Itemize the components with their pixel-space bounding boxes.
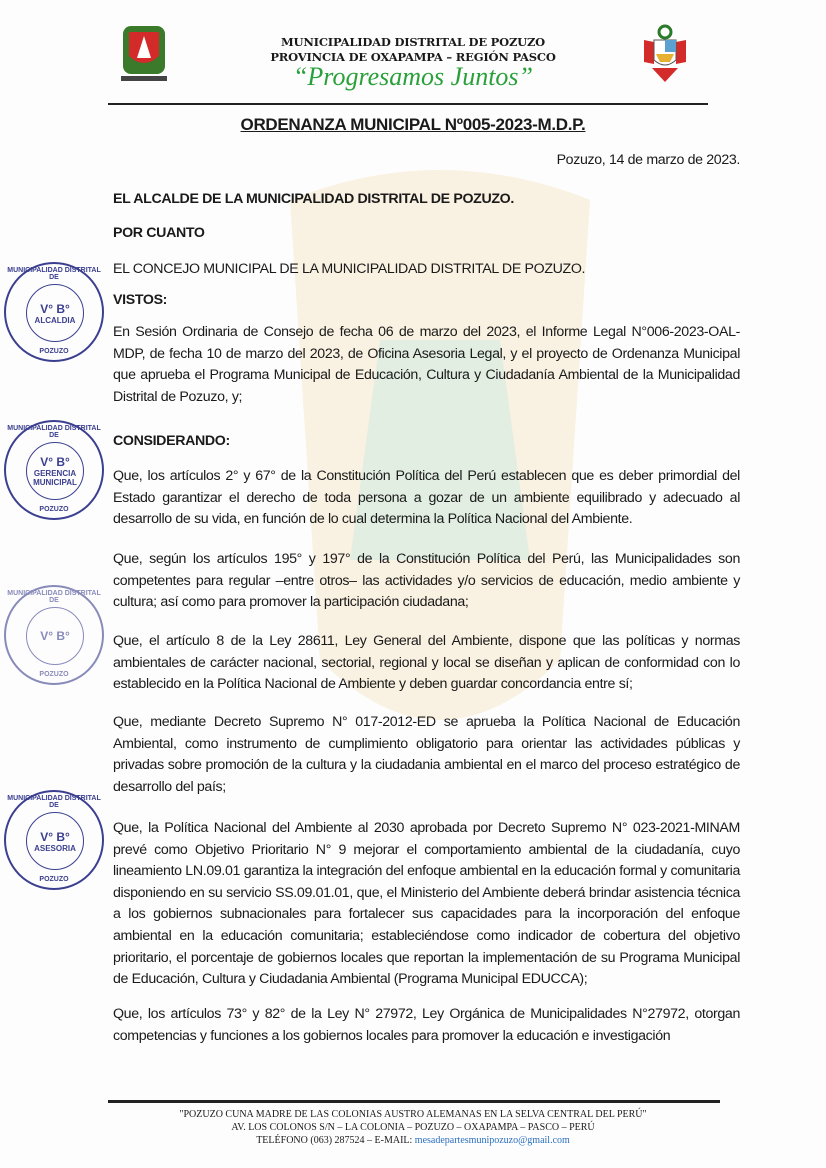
header-province: PROVINCIA DE OXAPAMPA – REGIÓN PASCO bbox=[270, 50, 556, 64]
paragraph: Que, los artículos 2° y 67° de la Constitución Política del Perú establecen que es deber primordial del Estado garantizar el derecho de toda persona a gozar de un ambiente equilibrado y adecuado al desarrollo de su vida, en función de lo cual determina la Política Nacional del Ambiente. bbox=[113, 468, 740, 528]
vistos-heading: VISTOS: bbox=[113, 292, 168, 308]
header-divider bbox=[108, 103, 708, 105]
approval-stamp: MUNICIPALIDAD DISTRITAL DE V° B° POZUZO bbox=[4, 585, 104, 685]
footer-motto: "POZUZO CUNA MADRE DE LAS COLONIAS AUSTRO ALEMANAS EN LA SELVA CENTRAL DEL PERÚ" bbox=[179, 1109, 647, 1120]
approval-stamp-asesoria: MUNICIPALIDAD DISTRITAL DE V° B° ASESORIA POZUZO bbox=[4, 790, 104, 890]
footer-divider bbox=[108, 1100, 720, 1103]
footer-email: mesadepartesmunipozuzo@gmail.com bbox=[414, 1135, 570, 1146]
approval-stamp-gerencia: MUNICIPALIDAD DISTRITAL DE V° B° GERENCIA MUNICIPAL POZUZO bbox=[4, 420, 104, 520]
paragraph: Que, la Política Nacional del Ambiente al 2030 aprobada por Decreto Supremo N° 023-2021-MINAM prevé como Objetivo Prioritario N° 9 mejorar el comportamiento ambiental de la ciudadanía, cuyo lineamiento LN.09.01 garantiza la integración del enfoque ambiental en la educación formal y comunitaria disponiendo en su servicio SS.09.01.01, que, el Ministerio del Ambiente deberá brindar asistencia técnica a los gobiernos subnacionales para fortalecer sus capacidades para la incorporación del enfoque ambiental en la educación comunitaria; estableciéndose como indicador de cobertura del objetivo prioritario, el porcentaje de gobiernos locales que reportan la implementación de su Programa Municipal de Educación, Cultura y Ciudadania Ambiental (Programa Municipal EDUCCA); bbox=[113, 820, 740, 988]
vistos-paragraph: En Sesión Ordinaria de Consejo de fecha 06 de marzo del 2023, el Informe Legal N°006-2023-OAL-MDP, de fecha 10 de marzo del 2023, de Oficina Asesoria Legal, y el proyecto de Ordenanza Municipal que aprueba el Programa Municipal de Educación, Cultura y Ciudadanía Ambiental de la Municipalidad Distrital de Pozuzo, y; bbox=[113, 324, 740, 405]
footer-contact: TELÉFONO (063) 287524 – E-MAIL: mesadepartesmunipozuzo@gmail.com bbox=[256, 1135, 570, 1146]
document-title: ORDENANZA MUNICIPAL Nº005-2023-M.D.P. bbox=[240, 115, 586, 134]
paragraph: Que, el artículo 8 de la Ley 28611, Ley General del Ambiente, dispone que las políticas y normas ambientales de carácter nacional, sectorial, regional y local se diseñan y aplican de conformidad con lo establecido en la Política Nacional de Ambiente y deben guardar concordancia entre sí; bbox=[113, 633, 740, 693]
approval-stamp-alcaldia: MUNICIPALIDAD DISTRITAL DE V° B° ALCALDIA POZUZO bbox=[4, 262, 104, 362]
por-cuanto-heading: POR CUANTO bbox=[113, 225, 205, 241]
considerando-heading: CONSIDERANDO: bbox=[113, 433, 230, 449]
document-date: Pozuzo, 14 de marzo de 2023. bbox=[556, 152, 740, 168]
footer-address: AV. LOS COLONOS S/N – LA COLONIA – POZUZO – OXAPAMPA – PASCO – PERÚ bbox=[231, 1122, 595, 1133]
paragraph: Que, los artículos 73° y 82° de la Ley N° 27972, Ley Orgánica de Municipalidades N°27972, otorgan competencias y funciones a los gobiernos locales para promover la educación e investigación bbox=[113, 1006, 740, 1044]
alcalde-heading: EL ALCALDE DE LA MUNICIPALIDAD DISTRITAL DE POZUZO. bbox=[113, 191, 514, 207]
concejo-line: EL CONCEJO MUNICIPAL DE LA MUNICIPALIDAD DISTRITAL DE POZUZO. bbox=[113, 261, 586, 277]
header-municipality: MUNICIPALIDAD DISTRITAL DE POZUZO bbox=[281, 35, 545, 49]
paragraph: Que, según los artículos 195° y 197° de la Constitución Política del Perú, las Municipalidades son competentes para regular –entre otros– las actividades y/o servicios de educación, medio ambiente y cultura; así como para promover la participación ciudadana; bbox=[113, 551, 740, 611]
header-slogan: “Progresamos Juntos” bbox=[292, 62, 534, 91]
paragraph: Que, mediante Decreto Supremo N° 017-2012-ED se aprueba la Política Nacional de Educación Ambiental, como instrumento de cumplimiento obligatorio para orientar las actividades públicas y privadas sobre promoción de la cultura y la ciudadania ambiental en el marco del proceso estratégico de desarrollo del país; bbox=[113, 714, 740, 795]
